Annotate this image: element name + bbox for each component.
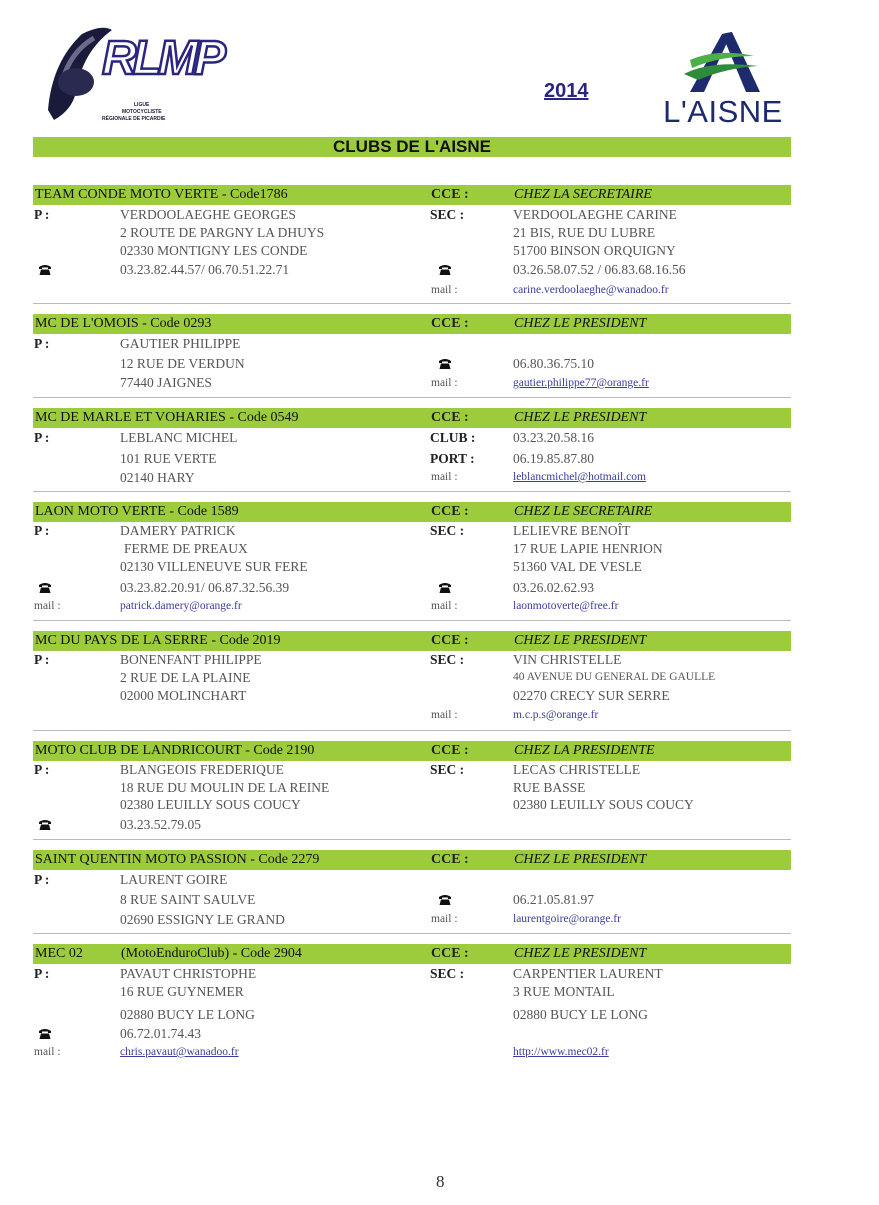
email-link[interactable]: patrick.damery@orange.fr [120,600,242,612]
president-city: 02000 MOLINCHART [120,688,247,703]
president-address: 2 RUE DE LA PLAINE [120,670,251,685]
p-label: P : [34,966,50,981]
club-header [33,631,791,651]
president-address: 18 RUE DU MOULIN DE LA REINE [120,780,330,795]
club-header [33,944,791,964]
lmp-logo [42,22,222,130]
cce-label: CCE : [431,946,469,961]
page-title: CLUBS DE L'AISNE [33,137,791,157]
p-label: P : [34,523,50,538]
secretary-name: VIN CHRISTELLE [513,652,622,667]
p-label: P : [34,652,50,667]
club-name: MEC 02 [35,946,83,961]
divider [33,303,791,304]
president-address: 2 ROUTE DE PARGNY LA DHUYS [120,225,325,240]
email-link[interactable]: leblancmichel@hotmail.com [513,471,646,483]
president-name: LEBLANC MICHEL [120,430,238,445]
president-phone: 06.72.01.74.43 [120,1026,201,1041]
svg-text:RLMP: RLMP [102,32,222,85]
mail-label: mail : [431,284,458,296]
email-link[interactable]: m.c.p.s@orange.fr [513,709,599,721]
divider [33,839,791,840]
p-label: P : [34,430,50,445]
president-name: PAVAUT CHRISTOPHE [120,966,257,981]
club-name: SAINT QUENTIN MOTO PASSION - Code 2279 [35,852,320,867]
mail-label: mail : [431,377,458,389]
president-address: FERME DE PREAUX [124,541,248,556]
president-city: 77440 JAIGNES [120,375,212,390]
phone-icon [438,582,452,594]
club-phone: 06.80.36.75.10 [513,356,594,371]
president-phone: 03.23.52.79.05 [120,817,201,832]
president-city: 02130 VILLENEUVE SUR FERE [120,559,308,574]
secretary-address: 3 RUE MONTAIL [513,984,615,999]
divider [33,620,791,621]
svg-text:LIGUE: LIGUE [134,102,150,108]
club-header [33,185,791,205]
club-contact: CHEZ LE PRESIDENT [514,852,647,867]
president-phone: 03.23.82.44.57/ 06.70.51.22.71 [120,262,290,277]
divider [33,933,791,934]
phone-icon [38,582,52,594]
club-name: TEAM CONDE MOTO VERTE - Code1786 [35,187,288,202]
club-phone: 03.23.20.58.16 [513,430,594,445]
email-link[interactable]: laurentgoire@orange.fr [513,913,621,925]
sec-label: SEC : [430,523,465,538]
sec-label: SEC : [430,966,465,981]
club-name-detail: (MotoEnduroClub) - Code 2904 [121,946,302,961]
sec-label: SEC : [430,762,465,777]
secretary-phone: 03.26.58.07.52 / 06.83.68.16.56 [513,262,686,277]
secretary-city: 02880 BUCY LE LONG [513,1007,648,1022]
mail-label: mail : [34,1046,61,1058]
divider [33,491,791,492]
cce-label: CCE : [431,410,469,425]
president-city: 02380 LEUILLY SOUS COUCY [120,797,301,812]
club-header [33,408,791,428]
mail-label: mail : [431,600,458,612]
president-address: 12 RUE DE VERDUN [120,356,245,371]
club-phone: 06.21.05.81.97 [513,892,594,907]
president-name: BONENFANT PHILIPPE [120,652,262,667]
divider [33,397,791,398]
svg-text:MOTOCYCLISTE: MOTOCYCLISTE [122,109,162,115]
club-name: MC DU PAYS DE LA SERRE - Code 2019 [35,633,281,648]
phone-icon [38,819,52,831]
club-name: MOTO CLUB DE LANDRICOURT - Code 2190 [35,743,315,758]
president-address: 8 RUE SAINT SAULVE [120,892,256,907]
club-header [33,850,791,870]
phone-icon [38,1028,52,1040]
secretary-name: LECAS CHRISTELLE [513,762,641,777]
year-label: 2014 [544,80,589,102]
divider [33,730,791,731]
club-header [33,502,791,522]
club-contact: CHEZ LE PRESIDENT [514,410,647,425]
president-city: 02330 MONTIGNY LES CONDE [120,243,308,258]
club-contact: CHEZ LE SECRETAIRE [514,504,653,519]
club-contact: CHEZ LE PRESIDENT [514,633,647,648]
port-label: PORT : [430,451,475,466]
president-name: VERDOOLAEGHE GEORGES [120,207,296,222]
phone-icon [438,264,452,276]
club-name: MC DE L'OMOIS - Code 0293 [35,316,212,331]
p-label: P : [34,762,50,777]
president-city: 02140 HARY [120,470,195,485]
club-header [33,314,791,334]
club-contact: CHEZ LE PRESIDENT [514,316,647,331]
mail-label: mail : [431,913,458,925]
mail-label: mail : [431,709,458,721]
cce-label: CCE : [431,633,469,648]
cce-label: CCE : [431,316,469,331]
president-city: 02690 ESSIGNY LE GRAND [120,912,285,927]
president-name: GAUTIER PHILIPPE [120,336,241,351]
email-link[interactable]: gautier.philippe77@orange.fr [513,377,649,389]
aisne-logo-name: L'AISNE [663,94,783,129]
mail-label: mail : [34,600,61,612]
club-contact: CHEZ LE PRESIDENT [514,946,647,961]
secretary-address: RUE BASSE [513,780,586,795]
secretary-city: 02270 CRECY SUR SERRE [513,688,670,703]
phone-icon [38,264,52,276]
secretary-address: 40 AVENUE DU GENERAL DE GAULLE [513,671,716,683]
secretary-address: 17 RUE LAPIE HENRION [513,541,663,556]
cce-label: CCE : [431,852,469,867]
phone-icon [438,894,452,906]
mail-label: mail : [431,471,458,483]
president-name: LAURENT GOIRE [120,872,228,887]
secretary-city: 51360 VAL DE VESLE [513,559,642,574]
club-label: CLUB : [430,430,476,445]
cce-label: CCE : [431,504,469,519]
club-contact: CHEZ LA SECRETAIRE [514,187,652,202]
p-label: P : [34,872,50,887]
secretary-name: VERDOOLAEGHE CARINE [513,207,677,222]
p-label: P : [34,207,50,222]
sec-label: SEC : [430,207,465,222]
president-address: 101 RUE VERTE [120,451,217,466]
club-contact: CHEZ LA PRESIDENTE [514,743,655,758]
secretary-city: 51700 BINSON ORQUIGNY [513,243,676,258]
svg-text:RÉGIONALE DE PICARDIE: RÉGIONALE DE PICARDIE [102,116,166,122]
email-link[interactable]: laonmotoverte@free.fr [513,600,619,612]
mobile-phone: 06.19.85.87.80 [513,451,594,466]
president-city: 02880 BUCY LE LONG [120,1007,255,1022]
page-number: 8 [436,1172,445,1191]
sec-label: SEC : [430,652,465,667]
secretary-city: 02380 LEUILLY SOUS COUCY [513,797,694,812]
cce-label: CCE : [431,743,469,758]
president-phone: 03.23.82.20.91/ 06.87.32.56.39 [120,580,290,595]
email-link[interactable]: carine.verdoolaeghe@wanadoo.fr [513,284,669,296]
secretary-name: LELIEVRE BENOÎT [513,523,631,538]
secretary-name: CARPENTIER LAURENT [513,966,663,981]
phone-icon [438,358,452,370]
aisne-logo [658,30,788,128]
secretary-address: 21 BIS, RUE DU LUBRE [513,225,656,240]
cce-label: CCE : [431,187,469,202]
club-name: LAON MOTO VERTE - Code 1589 [35,504,239,519]
aisne-logo-mark-icon [670,30,770,96]
president-name: DAMERY PATRICK [120,523,236,538]
secretary-phone: 03.26.02.62.93 [513,580,594,595]
club-name: MC DE MARLE ET VOHARIES - Code 0549 [35,410,299,425]
club-header [33,741,791,761]
p-label: P : [34,336,50,351]
website-link[interactable]: http://www.mec02.fr [513,1046,609,1058]
email-link[interactable]: chris.pavaut@wanadoo.fr [120,1046,239,1058]
president-address: 16 RUE GUYNEMER [120,984,244,999]
president-name: BLANGEOIS FREDERIQUE [120,762,284,777]
